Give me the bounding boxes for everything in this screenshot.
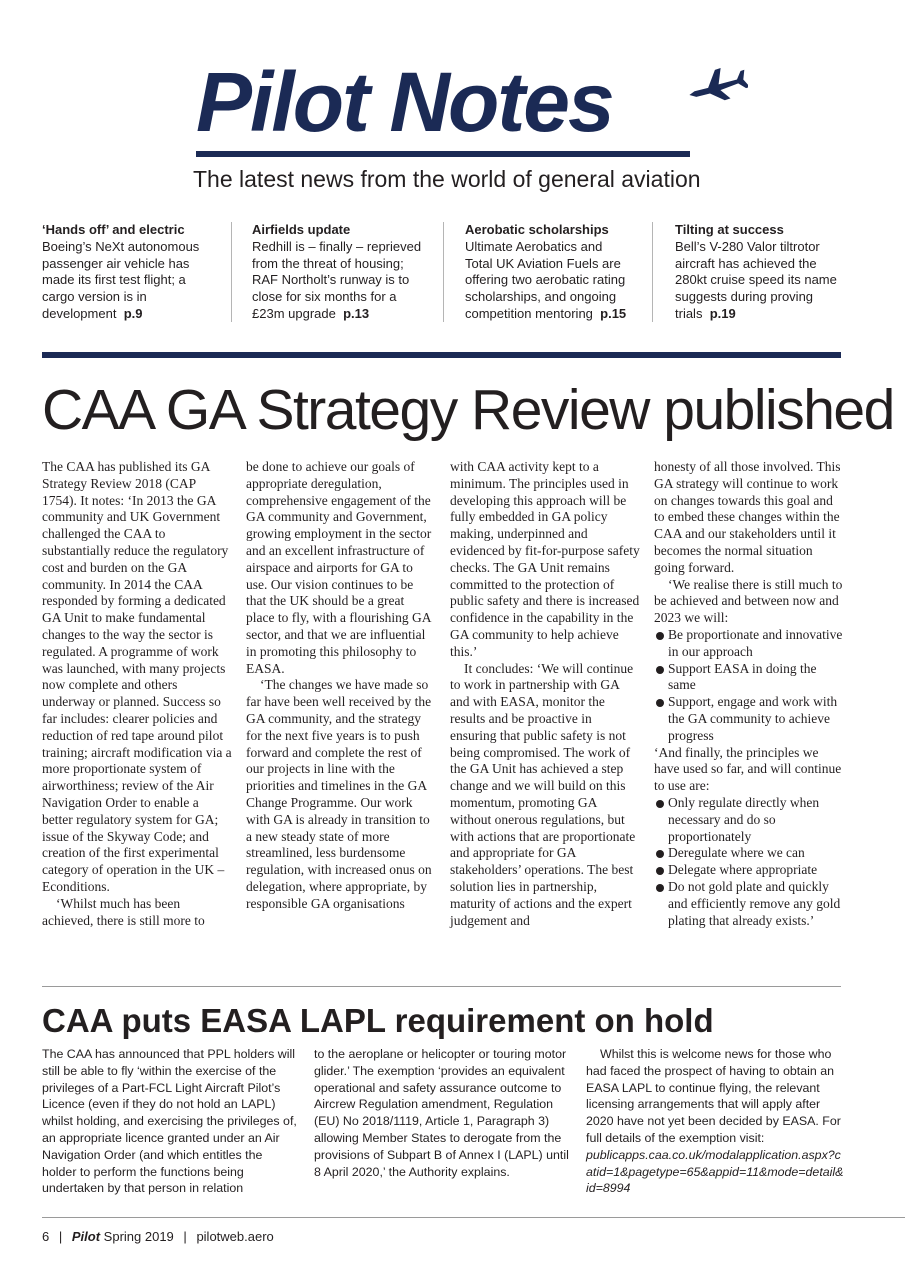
teaser-title: ‘Hands off’ and electric bbox=[42, 222, 185, 237]
list-item: Do not gold plate and quickly and efficiently remove any gold plating that already exists.’ bbox=[654, 879, 844, 929]
article-headline: CAA puts EASA LAPL requirement on hold bbox=[42, 1002, 714, 1039]
teaser-page: p.9 bbox=[123, 305, 143, 321]
teaser-body: Bell’s V-280 Valor tiltrotor aircraft has achieved the 280kt cruise speed its name suggests during proving trials bbox=[675, 238, 837, 321]
list-item: Support, engage and work with the GA community to achieve progress bbox=[654, 694, 844, 744]
footer-brand: Pilot bbox=[71, 1229, 101, 1244]
teaser-2[interactable] bbox=[252, 222, 424, 330]
paragraph: ‘And finally, the principles we have used so far, and will continue to use are: bbox=[654, 744, 842, 794]
article-column-2 bbox=[314, 1046, 572, 1180]
list-item: Be proportionate and innovative in our approach bbox=[654, 627, 844, 661]
list-item: Only regulate directly when necessary and do so proportionately bbox=[654, 795, 844, 845]
bullet-list bbox=[654, 795, 844, 929]
article-column-3 bbox=[450, 459, 640, 929]
footer-issue: Spring 2019 bbox=[103, 1229, 174, 1244]
article-column-2 bbox=[246, 459, 436, 913]
paragraph: ‘We realise there is still much to be achieved and between now and 2023 we will: bbox=[654, 576, 843, 626]
teaser-title: Aerobatic scholarships bbox=[465, 222, 609, 237]
list-item: Support EASA in doing the same bbox=[654, 661, 844, 695]
teaser-body: Ultimate Aerobatics and Total UK Aviation Fuels are offering two aerobatic rating scholarships, and ongoing competition mentoring bbox=[465, 238, 626, 321]
teaser-title: Airfields update bbox=[252, 222, 351, 237]
article-column-1 bbox=[42, 459, 232, 929]
teaser-body: Boeing’s NeXt autonomous passenger air vehicle has made its first test flight; a cargo version is in development bbox=[42, 238, 200, 321]
masthead-title: Pilot Notes bbox=[196, 55, 613, 149]
paragraph: to the aeroplane or helicopter or touring motor glider.’ The exemption ‘provides an equivalent operational and safety assurance outcome to Aircrew Regulation amendment, Regulation (EU) No 2018/1119, Article 1, Paragraph 3) allowing Member States to derogate from the provisions of Subpart B of Annex I (LAPL) until 8 April 2020,’ the Authority explains. bbox=[314, 1047, 569, 1179]
paragraph: The CAA has announced that PPL holders will still be able to fly ‘within the exercise of the privileges of a Part-FCL Light Aircraft Pilot’s Licence (even if they do not hold an LAPL) whilst holding, and exercising the privileges of, an appropriate licence granted under an Air Navigation Order (and which entitles the holder to perform the functions being undertaken by that person in relation bbox=[42, 1047, 297, 1196]
teaser-3[interactable] bbox=[465, 222, 633, 330]
paragraph: Whilst this is welcome news for those who had faced the prospect of having to obtain an EASA LAPL to continue flying, the relevant licensing arrangements that will apply after 2020 have not yet been decided by EASA. For full details of the exemption visit: bbox=[586, 1047, 841, 1145]
teaser-divider bbox=[443, 222, 444, 322]
bullet-list bbox=[654, 627, 844, 745]
teaser-4[interactable] bbox=[675, 222, 841, 330]
teaser-divider bbox=[231, 222, 232, 322]
footer-separator: | bbox=[183, 1229, 187, 1244]
footer-separator: | bbox=[58, 1229, 63, 1244]
article-divider bbox=[42, 986, 841, 987]
paragraph: be done to achieve our goals of appropriate deregulation, comprehensive engagement of the GA community and Government, growing employment in the sector and an excellent infrastructure of airspace and airports for GA to use. Our vision continues to be that the UK should be a great place to fly, with a flourishing GA sector, and that we are influential in promoting this philosophy to EASA. bbox=[246, 459, 432, 676]
teaser-1[interactable] bbox=[42, 222, 212, 330]
article-headline: CAA GA Strategy Review published bbox=[42, 378, 894, 442]
paragraph: with CAA activity kept to a minimum. The principles used in developing this approach will be fully embedded in GA policy making, underpinned and evidenced by fit-for-purpose safety checks. The GA Unit remains committed to the protection of public safety and there is increased confidence in the capability in the GA community to help achieve this.’ bbox=[450, 459, 640, 659]
teaser-page: p.13 bbox=[343, 305, 370, 321]
paragraph: ‘Whilst much has been achieved, there is still more to bbox=[42, 895, 205, 928]
article-column-4 bbox=[654, 459, 844, 929]
airplane-icon bbox=[686, 64, 748, 104]
teaser-body: Redhill is – finally – reprieved from the threat of housing; RAF Northolt’s runway is to close for six months for a £23m upgrade bbox=[252, 238, 422, 321]
teaser-page: p.19 bbox=[709, 305, 736, 321]
article-column-1 bbox=[42, 1046, 300, 1197]
article-column-3 bbox=[586, 1046, 844, 1197]
paragraph: The CAA has published its GA Strategy Review 2018 (CAP 1754). It notes: ‘In 2013 the GA community and UK Government challenged the CAA to substantially reduce the regulatory cost and burden on the GA community. In 2014 the CAA responded by forming a dedicated GA Unit to make fundamental changes to the way the sector is regulated. A programme of work was launched, with many projects now complete and others underway or planned. Success so far includes: clearer policies and reduction of red tape around pilot training; aircraft modification via a more proportionate system of airworthiness; review of the Air Navigation Order to enable a better regulatory system for GA; issue of the Skyway Code; and creation of the first experimental category of operation in the UK – Econditions. bbox=[42, 459, 232, 894]
list-item: Delegate where appropriate bbox=[654, 862, 844, 879]
footer-rule bbox=[42, 1217, 905, 1218]
paragraph: ‘The changes we have made so far have been well received by the GA community, and the strategy for the next five years is to push forward and complete the rest of our projects in line with the priorities and timelines in the GA Change Programme. Our work with GA is already in transition to a new steady state of more streamlined, less burdensome regulation, with increased onus on delegation, where appropriate, by responsible GA organisations bbox=[246, 677, 432, 911]
teaser-divider bbox=[652, 222, 653, 322]
page-number: 6 bbox=[42, 1229, 50, 1244]
masthead-rule bbox=[196, 151, 690, 157]
masthead-tagline: The latest news from the world of general aviation bbox=[193, 166, 701, 192]
footer bbox=[42, 1228, 442, 1246]
teaser-page: p.15 bbox=[600, 305, 627, 321]
paragraph: honesty of all those involved. This GA strategy will continue to work on changes towards this goal and to embed these changes within the CAA and our stakeholders until it becomes the normal situation going forward. bbox=[654, 459, 841, 575]
section-rule bbox=[42, 352, 841, 358]
list-item: Deregulate where we can bbox=[654, 845, 844, 862]
exemption-link[interactable]: publicapps.caa.co.uk/modalapplication.aspx?catid=1&pagetype=65&appid=11&mode=detail&id=8994 bbox=[586, 1147, 844, 1196]
footer-website[interactable]: pilotweb.aero bbox=[196, 1229, 274, 1244]
paragraph: It concludes: ‘We will continue to work in partnership with GA and with EASA, monitor the results and be proactive in ensuring that public safety is not being compromised. The work of the GA Unit has achieved a step change and we will build on this momentum, promoting GA without onerous regulations, but with actions that are proportionate and appropriate for GA stakeholders’ operations. The best solution lies in partnership, maturity of actions and the expert judgement and bbox=[450, 660, 636, 928]
teaser-title: Tilting at success bbox=[675, 222, 784, 237]
